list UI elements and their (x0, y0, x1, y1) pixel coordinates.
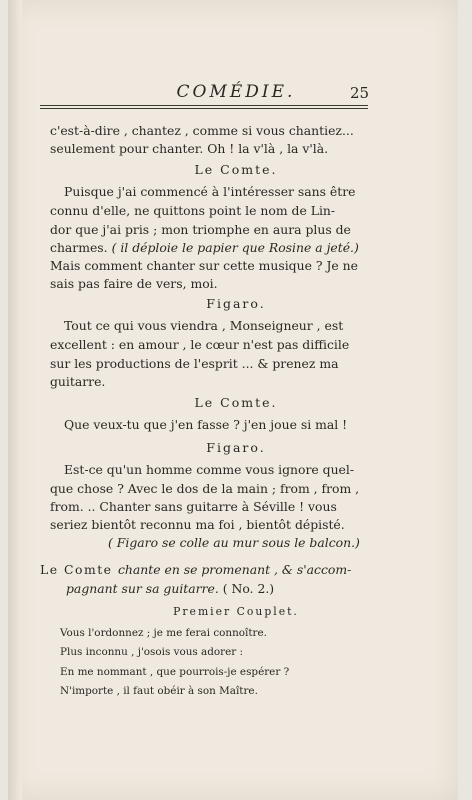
text-line: guitarre. (50, 374, 106, 389)
stage-direction: chante en se promenant , & s'accom- (117, 562, 352, 577)
header-rule-bottom (40, 108, 368, 109)
text-line: sur les productions de l'esprit ... & prenez ma (50, 356, 339, 371)
text-line: Mais comment chanter sur cette musique ? Je ne (50, 258, 358, 273)
speaker-name: Le Comte (40, 562, 118, 577)
text-line: seriez bientôt reconnu ma foi , bientôt dépisté. (50, 517, 345, 532)
text-line: from. .. Chanter sans guitarre à Séville ! vous (50, 499, 337, 514)
text-line: Est-ce qu'un homme comme vous ignore quel- (64, 462, 355, 477)
verse-line: Vous l'ordonnez ; je me ferai connoître. (60, 627, 267, 639)
text-line: connu d'elle, ne quittons point le nom de Lin- (50, 203, 336, 218)
text-line: que chose ? Avec le dos de la main ; from , from , (50, 481, 360, 496)
speaker-heading: Le Comte. (194, 395, 278, 410)
stage-direction-line (40, 562, 351, 577)
text-line: Que veux-tu que j'en fasse ? j'en joue si mal ! (64, 417, 348, 432)
text-line: c'est-à-dire , chantez , comme si vous chantiez... (50, 123, 354, 138)
speaker-heading: Le Comte. (194, 162, 278, 177)
text-line: sais pas faire de vers, moi. (50, 276, 218, 291)
text-run: charmes. (50, 240, 112, 255)
verse-line: N'importe , il faut obéir à son Maître. (60, 685, 258, 697)
text-line-with-stage-direction (50, 240, 359, 255)
page-number: 25 (350, 84, 370, 102)
text-line: Puisque j'ai commencé à l'intéresser sans être (64, 184, 356, 199)
text-line: seulement pour chanter. Oh ! la v'là , la v'là. (50, 141, 329, 156)
verse-line: Plus inconnu , j'osois vous adorer : (60, 646, 244, 658)
header-rule-top (40, 105, 368, 106)
speaker-heading: Figaro. (206, 296, 266, 311)
text-line: dor que j'ai pris ; mon triomphe en aura plus de (50, 222, 351, 237)
stage-direction-line (66, 581, 274, 596)
verse-line: En me nommant , que pourrois-je espérer ? (60, 666, 290, 678)
stage-direction: ( Figaro se colle au mur sous le balcon.) (108, 535, 360, 550)
speaker-heading: Figaro. (206, 440, 266, 455)
stage-direction: pagnant sur sa guitarre. (66, 581, 219, 596)
running-header-title: COMÉDIE. (176, 82, 296, 102)
text-line: Tout ce qui vous viendra , Monseigneur , est (64, 318, 344, 333)
couplet-heading: Premier Couplet. (173, 605, 299, 618)
music-number: ( No. 2.) (218, 581, 275, 596)
stage-direction: ( il déploie le papier que Rosine a jeté.) (111, 240, 359, 255)
text-line: excellent : en amour , le cœur n'est pas difficile (50, 337, 350, 352)
